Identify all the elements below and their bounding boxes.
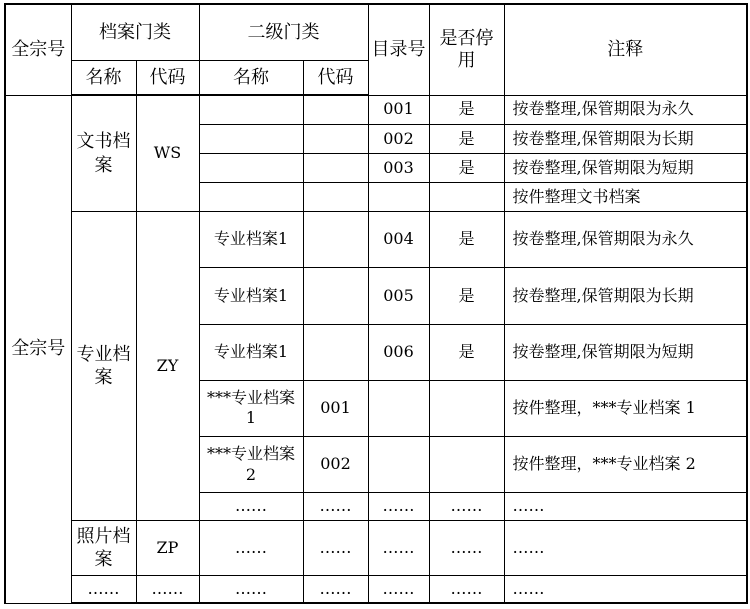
catalog-number: 002 (368, 124, 429, 153)
sub-name: ***专业档案 1 (199, 380, 303, 436)
disabled-flag (429, 380, 504, 436)
catalog-number (368, 183, 429, 212)
disabled-flag: 是 (429, 268, 504, 324)
disabled-flag: 是 (429, 124, 504, 153)
note: 按卷整理,保管期限为短期 (504, 153, 747, 182)
sub-name: 专业档案1 (199, 212, 303, 268)
note: 按件整理文书档案 (504, 183, 747, 212)
header-cat2-name: 名称 (199, 60, 303, 95)
catalog-number: 004 (368, 212, 429, 268)
sub-code (303, 183, 368, 212)
table-row (5, 95, 747, 124)
disabled-flag: …… (429, 521, 504, 576)
wenshu-code: WS (136, 95, 199, 211)
disabled-flag (429, 436, 504, 492)
zhaopian-code: ZP (136, 521, 199, 576)
disabled-flag: 是 (429, 324, 504, 380)
zhuanye-code: ZY (136, 212, 199, 521)
table-row (5, 212, 747, 268)
sub-name: …… (199, 576, 303, 603)
sub-name (199, 183, 303, 212)
zhaopian-name: 照片档案 (71, 521, 136, 576)
catalog-number: …… (368, 576, 429, 603)
disabled-flag: 是 (429, 153, 504, 182)
header-cat1-name: 名称 (71, 60, 136, 95)
cat1-name: …… (71, 576, 136, 603)
catalog-number: 005 (368, 268, 429, 324)
archive-category-table (4, 3, 748, 604)
sub-code (303, 324, 368, 380)
header-category-1: 档案门类 (71, 4, 199, 60)
catalog-number: …… (368, 521, 429, 576)
catalog-number: 001 (368, 95, 429, 124)
sub-name (199, 95, 303, 124)
table-row (5, 576, 747, 603)
note: 按卷整理,保管期限为永久 (504, 212, 747, 268)
header-note: 注释 (504, 4, 747, 95)
sub-code (303, 95, 368, 124)
header-disabled: 是否停用 (429, 4, 504, 95)
sub-code (303, 153, 368, 182)
header-category-2: 二级门类 (199, 4, 368, 60)
header-catalog-number: 目录号 (368, 4, 429, 95)
disabled-flag: …… (429, 576, 504, 603)
sub-name: 专业档案1 (199, 324, 303, 380)
note: 按卷整理,保管期限为长期 (504, 124, 747, 153)
header-cat1-code: 代码 (136, 60, 199, 95)
sub-code (303, 212, 368, 268)
table-row (5, 521, 747, 576)
catalog-number: …… (368, 493, 429, 521)
sub-name: …… (199, 493, 303, 521)
note: 按件整理，***专业档案 1 (504, 380, 747, 436)
sub-code (303, 268, 368, 324)
note: 按卷整理,保管期限为永久 (504, 95, 747, 124)
disabled-flag: 是 (429, 212, 504, 268)
catalog-number (368, 380, 429, 436)
zhuanye-name: 专业档案 (71, 212, 136, 521)
sub-code: …… (303, 521, 368, 576)
note: 按件整理，***专业档案 2 (504, 436, 747, 492)
sub-code: …… (303, 493, 368, 521)
side-fonds-label: 全宗号 (5, 95, 71, 603)
catalog-number: 006 (368, 324, 429, 380)
sub-code: 002 (303, 436, 368, 492)
sub-code: 001 (303, 380, 368, 436)
note: …… (504, 493, 747, 521)
sub-name: …… (199, 521, 303, 576)
disabled-flag: …… (429, 493, 504, 521)
sub-name: ***专业档案 2 (199, 436, 303, 492)
wenshu-name: 文书档案 (71, 95, 136, 211)
header-cat2-code: 代码 (303, 60, 368, 95)
note: 按卷整理,保管期限为长期 (504, 268, 747, 324)
catalog-number: 003 (368, 153, 429, 182)
sub-name: 专业档案1 (199, 268, 303, 324)
sub-code: …… (303, 576, 368, 603)
cat1-code: …… (136, 576, 199, 603)
catalog-number (368, 436, 429, 492)
note: …… (504, 521, 747, 576)
sub-name (199, 124, 303, 153)
sub-name (199, 153, 303, 182)
sub-code (303, 124, 368, 153)
disabled-flag (429, 183, 504, 212)
header-fonds: 全宗号 (5, 4, 71, 95)
disabled-flag: 是 (429, 95, 504, 124)
note: …… (504, 576, 747, 603)
note: 按卷整理,保管期限为短期 (504, 324, 747, 380)
